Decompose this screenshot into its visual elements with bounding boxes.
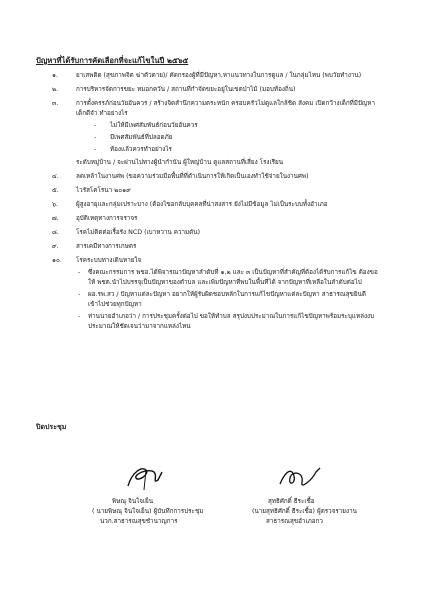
item-text: การบริหารจัดการขยะ หมอกควัน / สถานที่กำจัดขยะอยู่ในเขตป่าไม้ (มอบท้องถิ่น) <box>76 86 296 93</box>
note-text: ท่านนายอำเภอว่า / การประชุมครั้งต่อไป ขอให้ทำบล สรุปงบประมาณในการแก้ไขปัญหาพร้อมระบุแหล่งงบประมาณให้ชัดเจนว่ามาจากแหล่งไหน <box>88 313 375 330</box>
signer-full-name: (นายสุทธิศักดิ์ ธีระเชื้อ) ผู้ตรวจรายงาน <box>252 508 357 515</box>
bullet-dash: - <box>78 313 81 320</box>
sub-bullet <box>76 145 381 155</box>
item-text: โรคระบบทางเดินหายใจ <box>76 257 142 264</box>
signer-name: พิษณุ จินใจเย็น <box>112 498 154 505</box>
signature-block-reviewer <box>252 497 357 527</box>
bullet-dash: - <box>78 269 81 276</box>
item-note <box>76 268 381 288</box>
item-note: ระดับหมู่บ้าน / จะผ่านไปทางผู้นำกำนัน ผู้ใหญ่บ้าน ดูแลสถานที่เสี่ยง โรงเรียน <box>76 159 284 166</box>
item-number: ๔. <box>52 173 59 180</box>
item-number: ๒. <box>52 86 59 93</box>
item-number: ๑. <box>52 72 58 79</box>
list-item <box>36 256 381 332</box>
item-number: ๑๐. <box>52 257 62 264</box>
item-number: ๖. <box>52 201 58 208</box>
item-number: ๙. <box>52 243 59 250</box>
bullet-dash: - <box>94 122 97 129</box>
item-number: ๗. <box>52 215 59 222</box>
list-item <box>36 228 381 238</box>
signature-right-icon <box>276 462 324 494</box>
list-item <box>36 242 381 252</box>
item-text: ลดเหล้าในงานศพ (ขอความร่วมมือพื้นที่ที่ดำเนินการให้เกิดเป็นเองทำใช้จ่ายในงานศพ) <box>76 173 309 180</box>
sub-bullet <box>76 133 381 143</box>
bullet-text: มีเพศสัมพันธ์ที่ปลอดภัย <box>110 134 173 141</box>
item-text: ผู้สูงอายุและกลุ่มเปราะบาง (ต้องไขอกลับบุคคลที่น่าสงสาร ยังไม่มีข้อมูล ไม่เป็นระบบทั้งอำเภอ <box>76 201 328 208</box>
item-text: โรคไม่ติดต่อเรื้อรัง NCD (เบาหวาน ความดัน) <box>76 229 201 236</box>
item-text: ไวรัสโคโรนา ๒๐๑๙ <box>76 187 131 194</box>
signer-position: นวก.สาธารณสุขชำนาญการ <box>100 518 178 525</box>
section-heading: ปัญหาที่ได้รับการคัดเลือกที่จะแก้ไขในปี ๒๕๖๕ <box>36 56 189 65</box>
item-number: ๕. <box>52 187 59 194</box>
item-text: การตั้งครรภ์ก่อนวัยอันควร / สร้างจิตสำนึกความตระหนัก ครอบครัวไม่ดูแลใกล้ชิด สังคม เปิดกว้างเด็กที่มีปัญหาเด็กดีจำ ทำอย่างไร <box>76 100 375 117</box>
bullet-dash: - <box>78 291 81 298</box>
signature-left-icon <box>124 460 166 494</box>
item-text: อุบัติเหตุทางการจราจร <box>76 215 138 222</box>
item-text: สารเคมีทางการเกษตร <box>76 243 137 250</box>
bullet-text: ท้องแล้วควรทำอย่างไร <box>110 146 172 153</box>
item-number: ๘. <box>52 229 59 236</box>
item-text: ยาเสพติด (สุขภาพจิต ฆ่าตัวตาย)/ คัดกรองผู้ที่มีปัญหา,หาแนวทางในการดูแล / ในกลุ่มไหน (พบวัยทำงาน) <box>76 72 362 79</box>
note-text: ผอ.รพ.สว / ปัญหาแต่ละปัญหา อยากให้ผู้รับผิดชอบหลักในการแก้ไขปัญหาแต่ละปัญหา สาธารณสุขยินดีเข้าไปช่วยทุกปัญหา <box>88 291 366 308</box>
sub-bullet <box>76 121 381 131</box>
issue-list <box>36 71 381 336</box>
list-item <box>36 85 381 95</box>
bullet-text: ไม่ให้มีเพศสัมพันธ์ก่อนวัยอันควร <box>110 122 198 129</box>
list-item <box>36 172 381 182</box>
item-note <box>76 312 381 332</box>
list-item <box>36 99 381 168</box>
list-item <box>36 200 381 210</box>
item-note <box>76 290 381 310</box>
list-item <box>36 214 381 224</box>
signer-full-name: ( นายพิษณุ จินใจเย็น) ผู้บันทึกการประชุม <box>92 508 204 515</box>
item-number: ๓. <box>52 100 59 107</box>
bullet-dash: - <box>94 134 97 141</box>
list-item <box>36 71 381 81</box>
signature-block-recorder <box>92 497 203 527</box>
signer-name: สุทธิศักดิ์ ธีระเชื้อ <box>268 498 315 505</box>
closing-label: ปิดประชุม <box>36 423 67 431</box>
signer-position: สาธารณสุขอำเภอกว <box>266 518 323 525</box>
list-item <box>36 186 381 196</box>
note-text: ซึ่งคณะกรรมการ พชอ.ได้พิจารณาปัญหาลำดับที่ ๑,๒ และ ๓ เป็นปัญหาที่สำคัญที่ต้องได้รับการแก้ไข ต้องขอให้ พชต.นำไปบรรจุเป็นปัญหาของตำบล และเพิ่มปัญหาที่พบในพื้นที่ได้ จากปัญหาที่เหลือในลำดับต่อไป <box>88 269 378 286</box>
bullet-dash: - <box>94 146 97 153</box>
